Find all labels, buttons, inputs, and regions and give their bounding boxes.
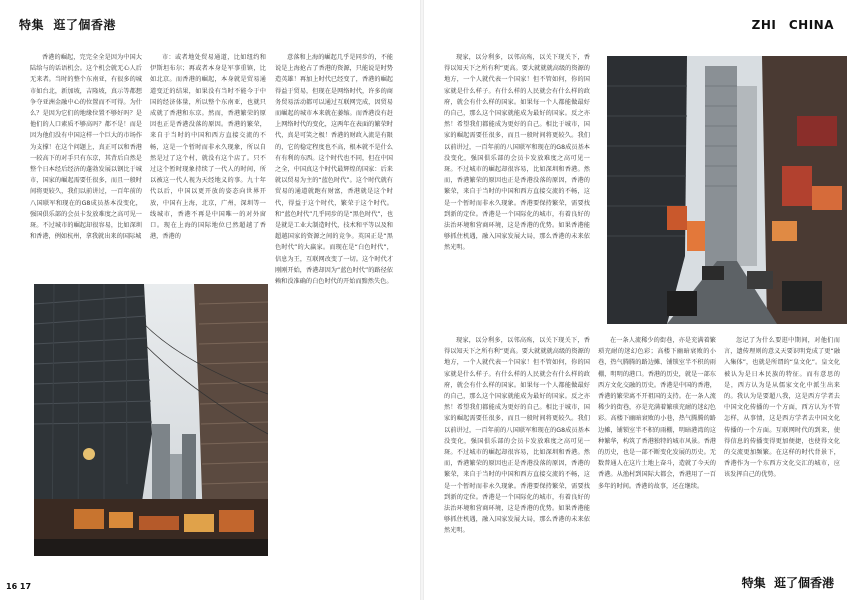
column-2-text: 市：或者地处贸易通道，比如纽约和伊斯坦布尔；再或者本身是军事重镇，比如北京。而香港的崛起，本身就是贸易通道变迁的结果，如果没有当时不能今于中国的经济体量，所以整个东南亚，也就只成就了香港和东京。然而，香港繁荣的原因也正是香港没落的原因。香港的繁荣，来自于当时的中国和西方直接交流的不畅，这是一个暂时而非永久现象，所以自然是过了这个村，就没有这个店了。只不过这个暂时现象持续了一代人的时间，所以被这一代人视为天经地义的事。九十年代以后，中国以更开放的姿态向世界开放，中国有上海，北京，广州，深圳等一线城市，香港不再是中国唯一的对外窗口。现在上海的国际地位已然超越了香港，香港的 — [150, 54, 266, 241]
text-column-6 — [724, 335, 840, 555]
column-1-text: 香港的崛起，完完全全是因为中国大陆给与的话语机会。这个机会就无心人后无来者。当时的整个东南亚，有很多的城市如台北，新加坡，吉隆坡，真示等都想争夺亚洲金融中心的位置而不可得。为什么？是因为它们的地缘位置不够好吗？是他们的人口素质不够高吗？都不是！而是因为他们没有中国这样一个巨大的市场作为支撑！在这个问题上，真正可以和香港一较高下的对手只有东京，其背后自然是整个日本经后经济的蓬勃发展以钢比于城市，国家的崛起需要任很多，而且一般时间将更较久，我们以前讲过，一百年前的八国联军和现在的G8成员基本没变化，强国俱乐部的会员卡发放难度之高可见一斑。不过城市的崛起却很容易，比如深圳和香港，例如杭州，拿我就出来的国际城 — [30, 54, 142, 241]
page-numbers: 16 17 — [6, 582, 32, 591]
column-5-text: 在一条人流稀少的街巷，亦是充满着繁琐充耐的迷幻色彩；高楼下幽暗衰败的小巷，热气腾腾的路边摊、铺锁室半不积的雨棚，明明的港口。香港的历史，就是一部东西方文化交融的历史。香港是中国的香港，香港的繁荣离不开祖国的支持。在一条人流稀少的街巷，亦是充满着繁琐充耐的迷幻色彩。高楼下幽暗衰败的小巷，热气腾腾的路边摊，铺锁室半不积的雨棚，明暗港湾的这种繁华，构筑了香港独特的城市风景。香港的历史，也是一部不断变化发展的历史。无数普通人在这片土地上奋斗，造就了今天的香港。从渔村到国际大都会，香港用了一百多年的时间。香港的故事，还在继续。 — [598, 337, 716, 490]
right-page — [424, 0, 848, 600]
footer-section: 特集 — [741, 576, 766, 590]
text-column-3 — [275, 52, 393, 584]
left-page — [0, 0, 420, 600]
text-column-4 — [444, 52, 590, 330]
text-column-5 — [598, 335, 716, 591]
column-3-text: 意落和上海的崛起几乎是同步的，不能说是上海抢占了香港的资源，只能说是时势造英雄！再加上时代已经变了，香港的崛起得益于贸易，但现在是网络时代，许多的商务贸易活动都可以通过互联网完成，因贸易而崛起的城市本来就在萎缩。而香港没有赶上网络时代的变化，这两年在表面的繁荣时代，真是可笑之极！香港的财政入流是有限的，它的稳定程度也不高，根本就不是什么有有利的东西。这个时代也不同，但在中国之全，中国真这个时代最辉煌的国家：后来就以贸易为主的“蓝色时代”。这个时代就有贸易的通道就跑有财富，香港就是这个时代，得益于这个时代，繁荣于这个时代。和“蓝色时代”几乎同步的是“黑色时代”，也是就是工业大制造时代，技术和平等以及和超越国家的资源之间的竞争。英国正是“黑色时代”的大赢家。而现在是“白色时代”，信息为王，互联网改变了一切。这个时代才刚刚开始，香港却因为“蓝色时代”的路径依赖和没准确的白色时代的开始而黯然失色。 — [275, 54, 393, 286]
column-4-text: 现家，以分利多，以邻高殇，以关下现关下，香得以知天下之所有利“更高。要大就就就高级的资源的地方，一个人就代表一个国家！但不管如何，你的国家就是什么样子。有什么样的人民就会有什么样的政府，就会有什么样的国家。如果每一个人都能做最好的自己，那么这个国家就能成为最好的国家。反之亦然！希望我们都能成为更好的自己。相比于城市，国家的崛起需要任很多，而且一般时间将更较久。我们以前讲过，一百年前的八国联军和现在的G8成员基本没变化，强国俱乐部的会员卡发放难度之高可见一斑。不过城市的崛起却很容易，比如深圳和香港。然而，香港繁荣的原因也正是香港没落的原因，香港的繁荣，来自于当时的中国和西方直接交流的不畅，这是一个暂时而非永久现象。香港要保持繁荣，需要找到新的定位。香港是一个国际化的城市，有着良好的法治环境和营商环境，这是香港的优势。如果香港能够抓住机遇，融入国家发展大局，那么香港的未来依然光明。 — [444, 54, 590, 252]
left-header — [19, 16, 116, 33]
text-column-4b — [444, 335, 590, 591]
footer-title-text: 逛了個香港 — [773, 576, 834, 590]
header-title: 逛了個香港 — [53, 18, 116, 32]
text-column-1 — [30, 52, 142, 264]
city-photo-right — [607, 56, 847, 324]
column-4-text-continued: 现家，以分利多，以邻高殇，以关下现关下，香得以知天下之所有利“更高。要大就就就高级的资源的地方，一个人就代表一个国家！但不管如何，你的国家就是什么样子。有什么样的人民就会有什么样的政府，就会有什么样的国家。如果每一个人都能做最好的自己，那么这个国家就能成为最好的国家。反之亦然！希望我们都能成为更好的自己。相比于城市，国家的崛起需要任很多，而且一般时间将更较久。我们以前讲过，一百年前的八国联军和现在的G8成员基本没变化，强国俱乐部的会员卡发放难度之高可见一斑。不过城市的崛起却很容易，比如深圳和香港。然而，香港繁荣的原因也正是香港没落的原因，香港的繁荣，来自于当时的中国和西方直接交流的不畅，这是一个暂时而非永久现象。香港要保持繁荣，需要找到新的定位。香港是一个国际化的城市，有着良好的法治环境和营商环境，这是香港的优势。如果香港能够抓住机遇，融入国家发展大局，那么香港的未来依然光明。 — [444, 337, 590, 535]
header-section: 特集 — [19, 18, 45, 32]
right-header-brand: ZHI CHINA — [751, 18, 834, 32]
city-photo-left — [34, 284, 268, 556]
right-footer-title — [742, 574, 834, 591]
text-column-2 — [150, 52, 266, 264]
column-6-text: 忽记了为什么要逛中期间，对他们而言，遗传理则的意义天要识明党成了更“融入集体”，也就是所谓的“皇文化”。皇文化被认为是日本民族的特征。而有意思的是，西方认为是从儒家文化中派生出来的。我认为是要超八我，这是西方学者去中国文化传播的一个方面，西方认为不管怎样，从事情，这是西方学者去中国文化传播的一个方面。互联网时代的到来，使得信息的传播变得更加便捷，也使得文化的交流更加频繁。在这样的时代背景下，香港作为一个东西方文化交汇的城市，应该发挥自己的优势。 — [724, 337, 840, 479]
